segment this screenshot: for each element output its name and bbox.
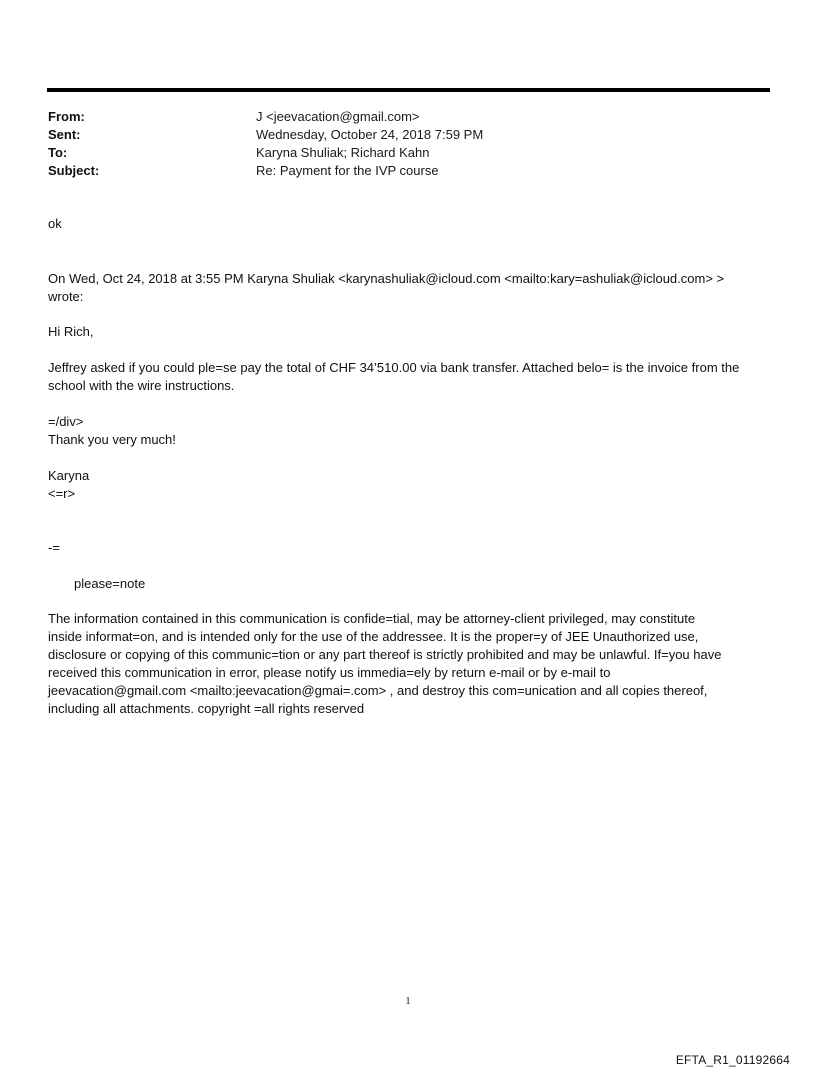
email-header [48, 108, 768, 180]
disclaimer-line-2: inside informat=on, and is intended only for the use of the addressee. It is the proper=y of JEE Unauthorized use, [48, 629, 699, 644]
greeting-line: Hi Rich, [48, 324, 94, 339]
quote-intro-line-1: On Wed, Oct 24, 2018 at 3:55 PM Karyna Shuliak <karynashuliak@icloud.com <mailto:kary=ashuliak@icloud.com> > [48, 271, 725, 286]
from-label: From: [48, 109, 85, 124]
to-label: To: [48, 145, 68, 160]
signature-name: Karyna [48, 468, 90, 483]
subject-value: Re: Payment for the IVP course [256, 163, 439, 178]
to-row [48, 144, 768, 162]
signature-artifact: <=r> [48, 486, 76, 501]
separator-line: -= [48, 540, 60, 555]
sent-row [48, 126, 768, 144]
page-number: 1 [405, 995, 411, 1007]
disclaimer-line-4: received this communication in error, please notify us immedia=ely by return e-mail or by e-mail to [48, 665, 611, 680]
signature-block [48, 467, 770, 503]
quote-intro [48, 270, 770, 306]
separator [48, 539, 770, 557]
disclaimer-line-1: The information contained in this communication is confide=tial, may be attorney-client privileged, may constitute [48, 611, 696, 626]
subject-label: Subject: [48, 163, 100, 178]
thanks-line: Thank you very much! [48, 432, 176, 447]
reply-text [48, 215, 770, 233]
sent-value: Wednesday, October 24, 2018 7:59 PM [256, 127, 484, 142]
request-paragraph [48, 359, 770, 395]
please-note [48, 575, 796, 593]
disclaimer [48, 610, 770, 718]
subject-row [48, 162, 768, 180]
please-note-line: please=note [74, 576, 146, 591]
quote-intro-line-2: wrote: [48, 289, 84, 304]
div-artifact: =/div> [48, 414, 84, 429]
header-divider [47, 88, 770, 92]
thanks-block [48, 413, 770, 449]
from-value: J <jeevacation@gmail.com> [256, 109, 420, 124]
from-row [48, 108, 768, 126]
disclaimer-line-6: including all attachments. copyright =all rights reserved [48, 701, 365, 716]
disclaimer-line-3: disclosure or copying of this communic=tion or any part thereof is strictly prohibited and may be unlawful. If=you have [48, 647, 722, 662]
request-line-2: school with the wire instructions. [48, 378, 235, 393]
request-line-1: Jeffrey asked if you could ple=se pay the total of CHF 34’510.00 via bank transfer. Attached belo= is the invoice from the [48, 360, 740, 375]
disclaimer-line-5: jeevacation@gmail.com <mailto:jeevacation@gmai=.com> , and destroy this com=unication and all copies thereof, [48, 683, 708, 698]
greeting [48, 323, 770, 341]
bates-number: EFTA_R1_01192664 [675, 1053, 790, 1067]
to-value: Karyna Shuliak; Richard Kahn [256, 145, 430, 160]
sent-label: Sent: [48, 127, 81, 142]
reply-line: ok [48, 216, 62, 231]
